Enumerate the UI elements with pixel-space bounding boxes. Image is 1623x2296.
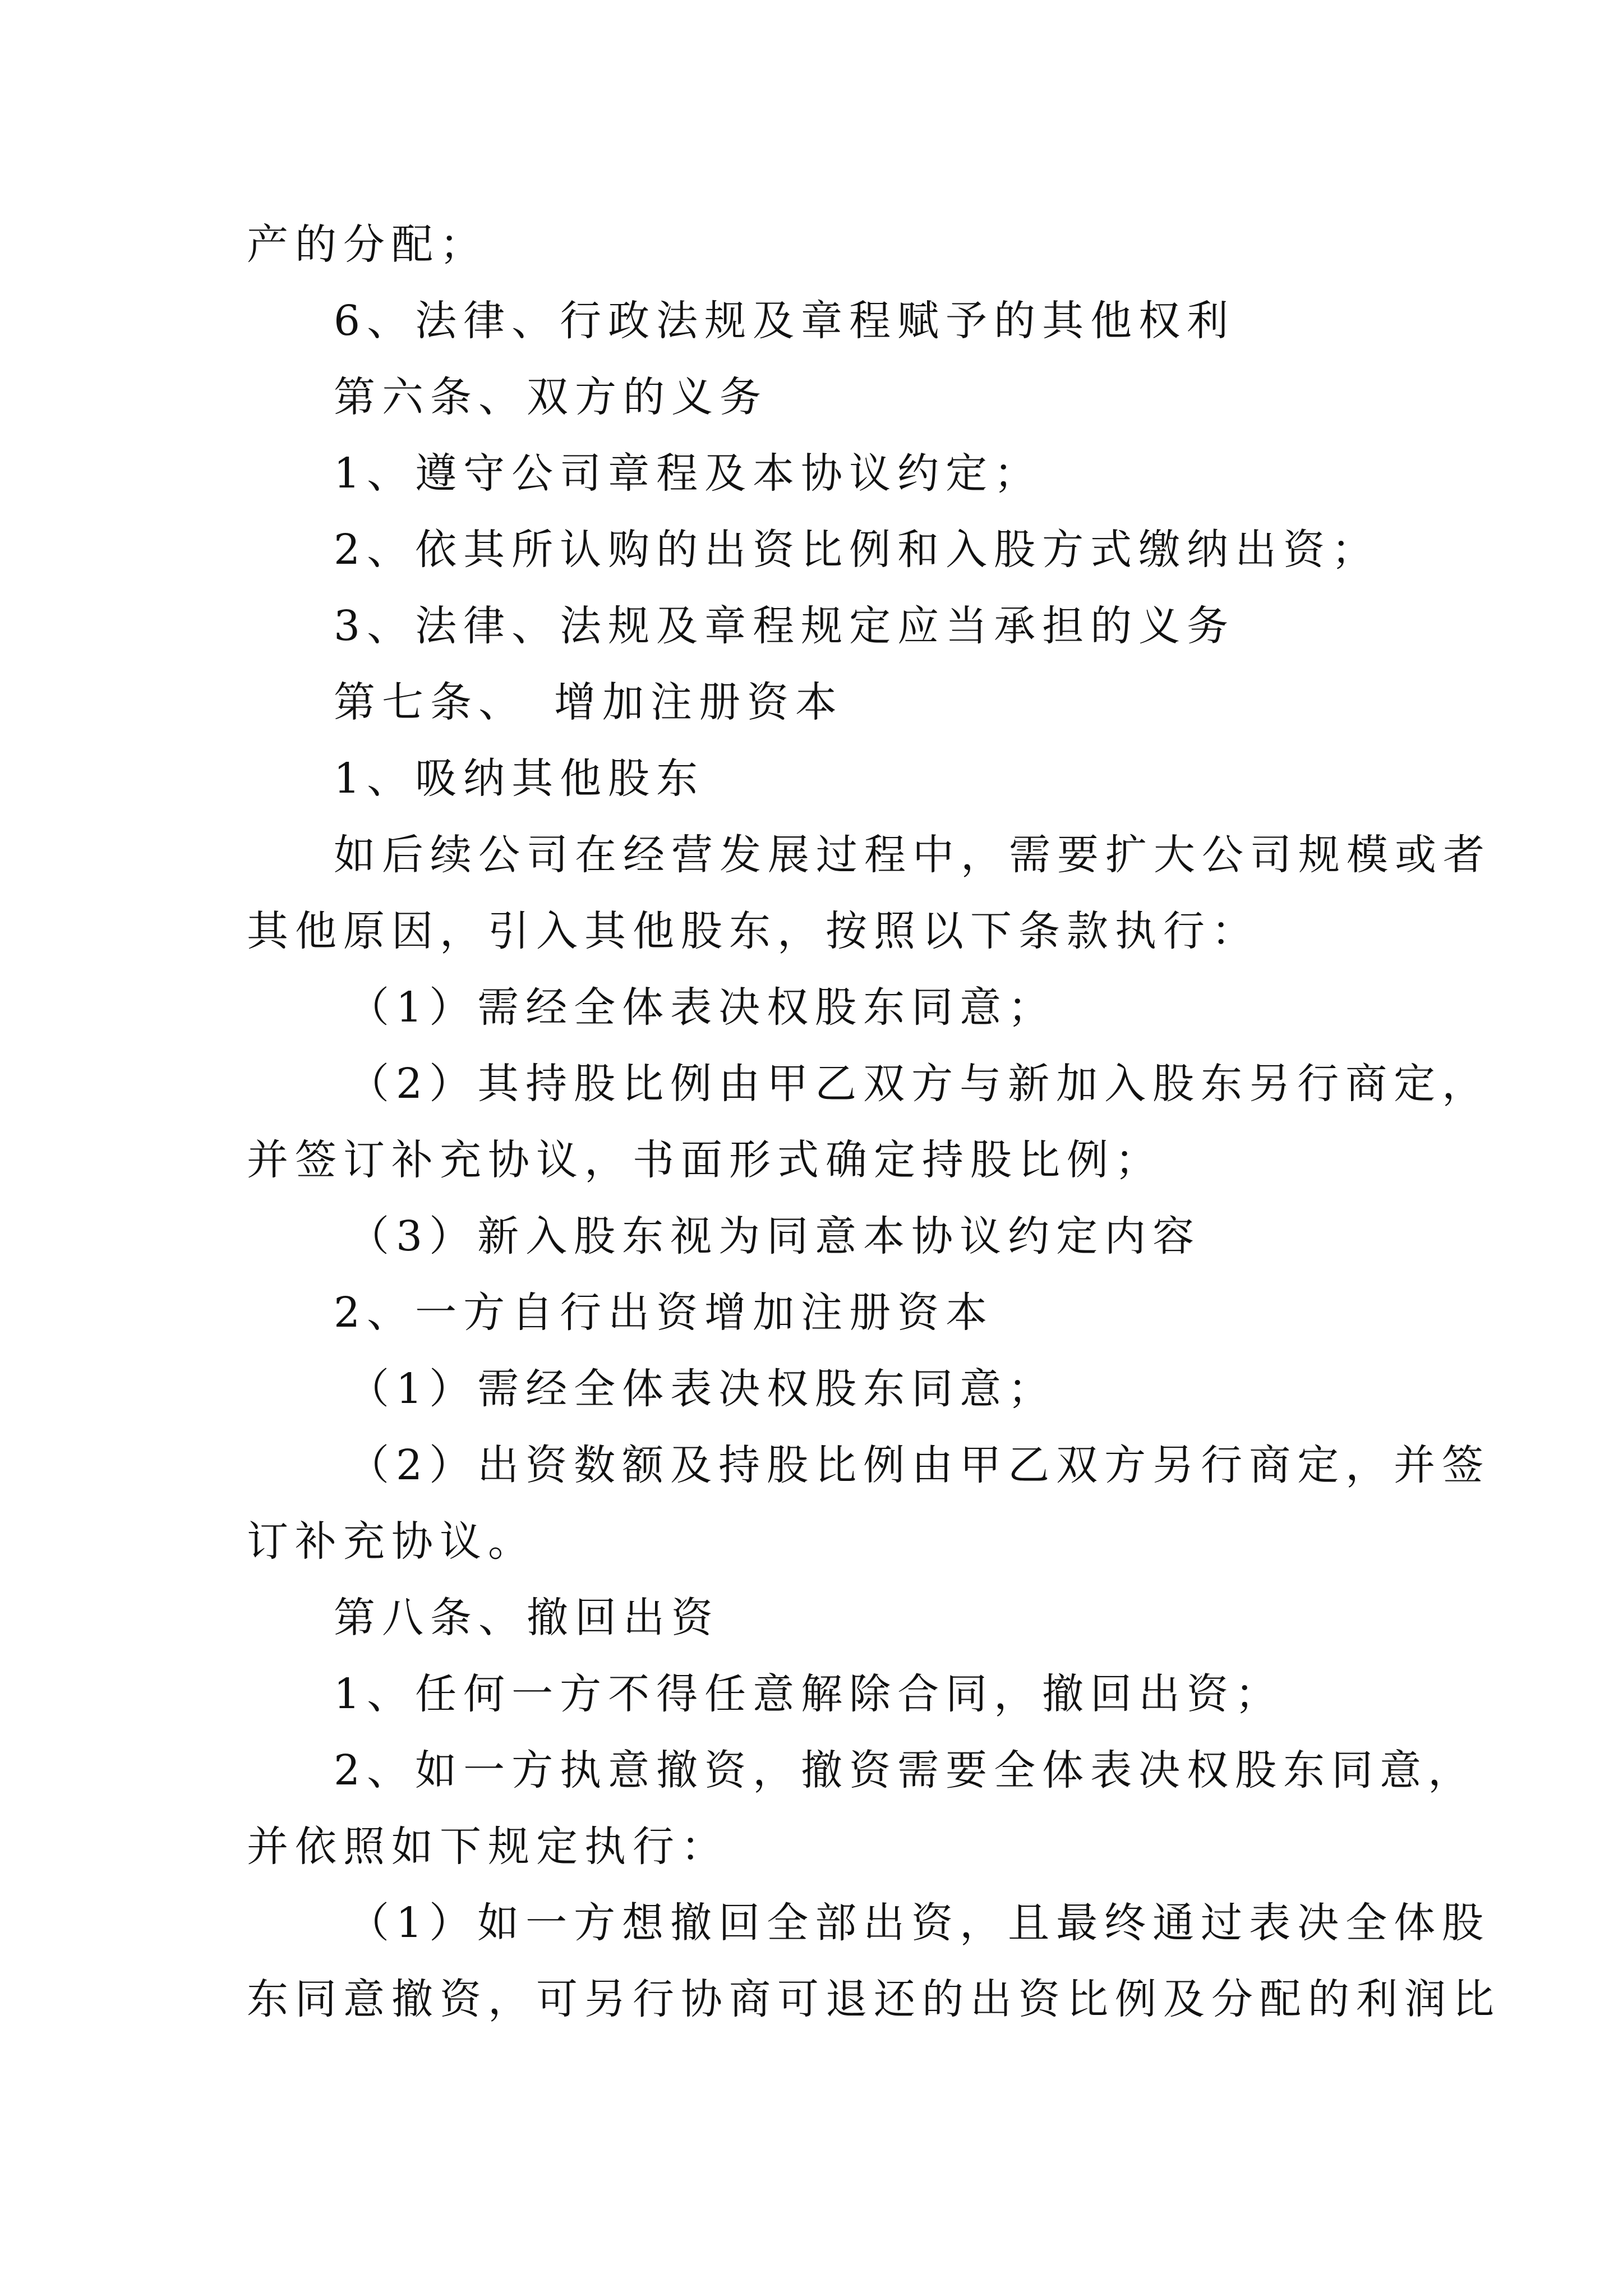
paragraph-line: 并签订补充协议，书面形式确定持股比例； (247, 1136, 1163, 1184)
article-heading: 第八条、撤回出资 (334, 1594, 720, 1642)
paragraph-line: （1）需经全体表决权股东同意； (348, 983, 1057, 1032)
paragraph-line: （3）新入股东视为同意本协议约定内容 (348, 1212, 1201, 1260)
paragraph-line: 2、依其所认购的出资比例和入股方式缴纳出资； (334, 526, 1380, 574)
paragraph-line: 并依照如下规定执行： (247, 1823, 729, 1871)
paragraph-line: 2、如一方执意撤资，撤资需要全体表决权股东同意， (334, 1746, 1477, 1795)
article-heading: 第七条、 增加注册资本 (334, 678, 843, 726)
paragraph-line: （1）需经全体表决权股东同意； (348, 1365, 1057, 1413)
paragraph-line: 1、吸纳其他股东 (334, 754, 705, 803)
paragraph-line: 订补充协议。 (247, 1517, 536, 1566)
paragraph-line: 产的分配； (247, 220, 488, 269)
paragraph-line: 2、一方自行出资增加注册资本 (334, 1289, 994, 1337)
paragraph-line: 1、遵守公司章程及本协议约定； (334, 449, 1043, 498)
article-heading: 第六条、双方的义务 (334, 373, 768, 421)
paragraph-line: 3、法律、法规及章程规定应当承担的义务 (334, 602, 1235, 650)
paragraph-line: 1、任何一方不得任意解除合同，撤回出资； (334, 1670, 1284, 1718)
paragraph-line: 其他原因，引入其他股东，按照以下条款执行： (247, 907, 1260, 955)
paragraph-line: （2）出资数额及持股比例由甲乙双方另行商定，并签 (348, 1441, 1491, 1489)
paragraph-line: 东同意撤资，可另行协商可退还的出资比例及分配的利润比 (247, 1975, 1501, 2023)
paragraph-line: （2）其持股比例由甲乙双方与新加入股东另行商定， (348, 1060, 1491, 1108)
paragraph-line: 如后续公司在经营发展过程中，需要扩大公司规模或者 (334, 831, 1491, 879)
paragraph-line: 6、法律、行政法规及章程赋予的其他权利 (334, 297, 1235, 345)
paragraph-line: （1）如一方想撤回全部出资，且最终通过表决全体股 (348, 1899, 1491, 1947)
